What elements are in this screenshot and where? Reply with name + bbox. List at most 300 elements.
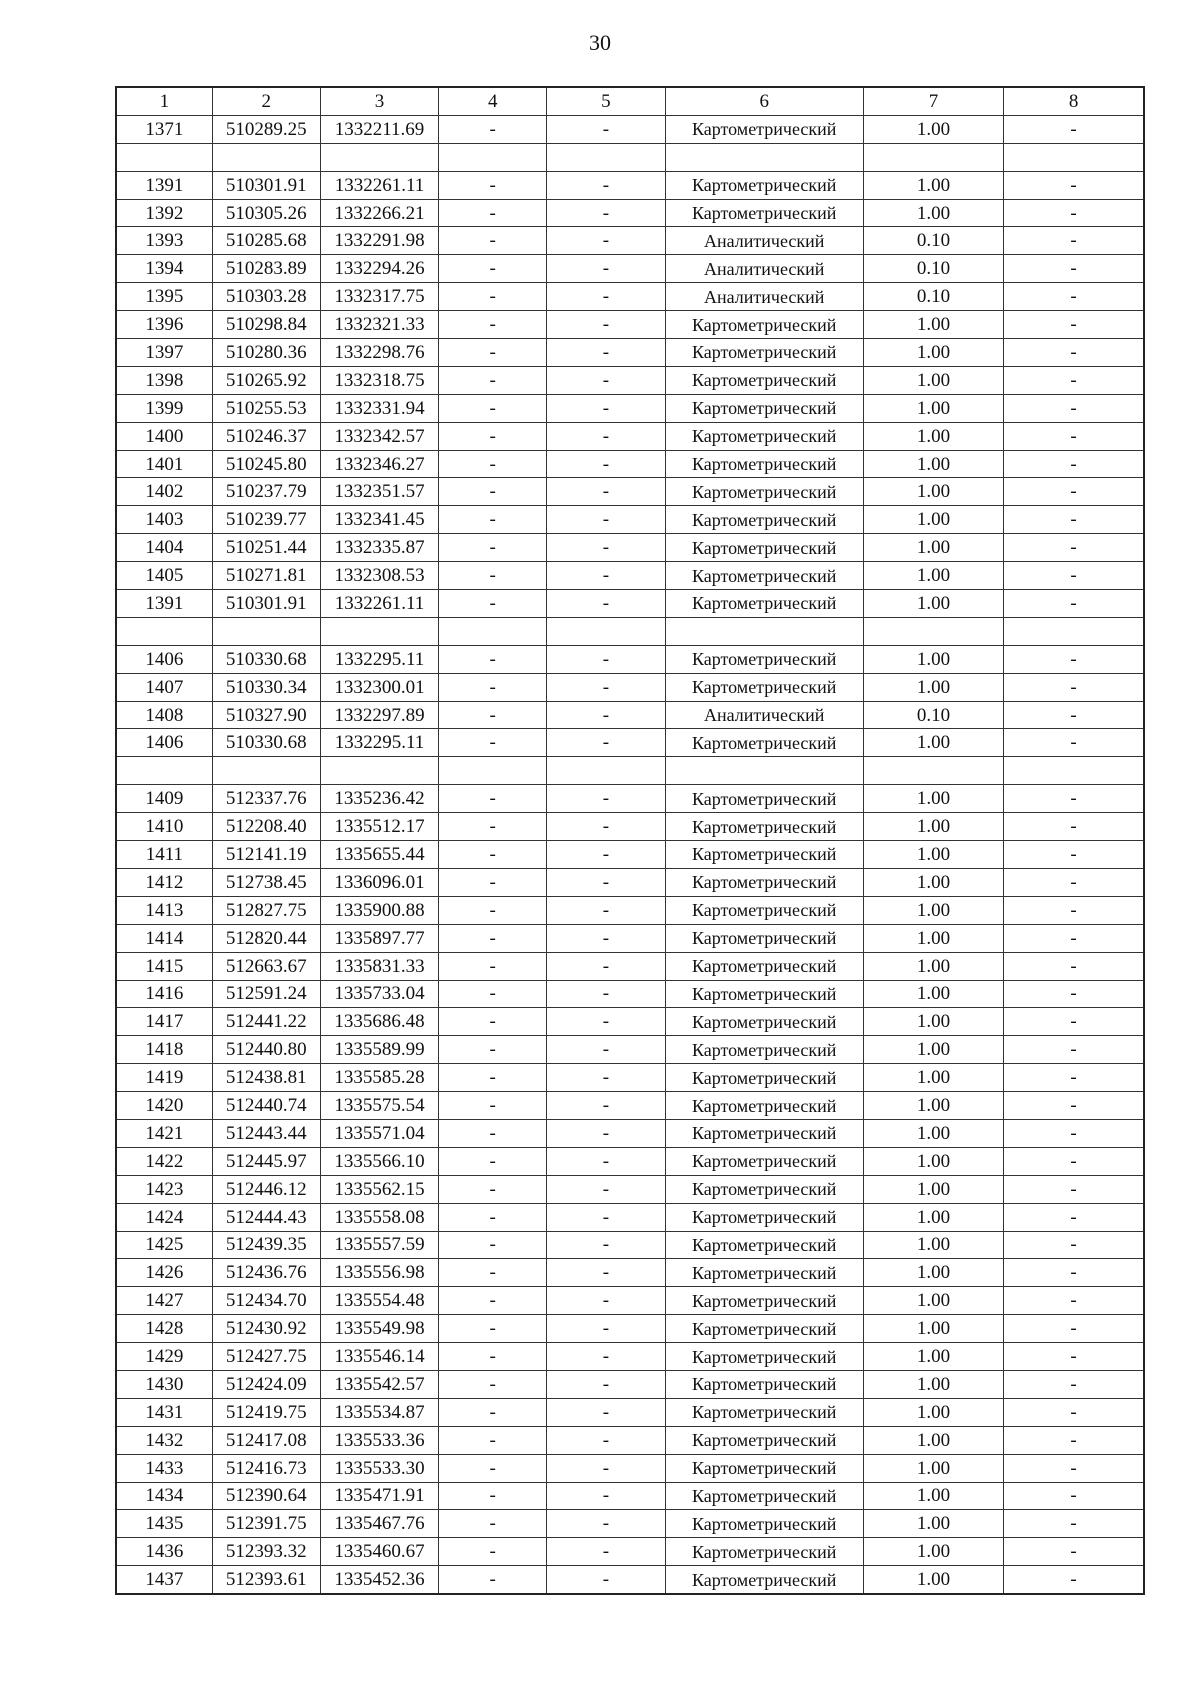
method-cell: Картометрический (665, 1259, 863, 1287)
column-8-cell: - (1004, 534, 1144, 562)
accuracy-cell: 1.00 (863, 450, 1003, 478)
x-coordinate-cell: 510285.68 (212, 227, 320, 255)
method-cell: Картометрический (665, 1482, 863, 1510)
column-4-cell: - (439, 1538, 547, 1566)
x-coordinate-cell: 512417.08 (212, 1426, 320, 1454)
column-8-cell: - (1004, 1454, 1144, 1482)
column-5-cell: - (547, 1398, 665, 1426)
column-8-cell: - (1004, 450, 1144, 478)
column-5-cell: - (547, 1315, 665, 1343)
table-row (116, 1370, 1144, 1398)
column-8-cell: - (1004, 841, 1144, 869)
x-coordinate-cell: 510246.37 (212, 422, 320, 450)
column-4-cell: - (439, 1510, 547, 1538)
column-5-cell: - (547, 1426, 665, 1454)
column-5-cell (547, 757, 665, 785)
column-4-cell: - (439, 422, 547, 450)
column-8-cell: - (1004, 1315, 1144, 1343)
y-coordinate-cell: 1335558.08 (320, 1203, 438, 1231)
accuracy-cell: 1.00 (863, 1036, 1003, 1064)
accuracy-cell: 1.00 (863, 394, 1003, 422)
table-row (116, 757, 1144, 785)
table-row (116, 1119, 1144, 1147)
method-cell: Картометрический (665, 1510, 863, 1538)
accuracy-cell (863, 617, 1003, 645)
column-5-cell: - (547, 924, 665, 952)
x-coordinate-cell: 512663.67 (212, 952, 320, 980)
y-coordinate-cell: 1332342.57 (320, 422, 438, 450)
column-8-cell: - (1004, 283, 1144, 311)
x-coordinate-cell: 510237.79 (212, 478, 320, 506)
accuracy-cell: 1.00 (863, 311, 1003, 339)
table-row (116, 422, 1144, 450)
y-coordinate-cell: 1332295.11 (320, 729, 438, 757)
table-row (116, 1203, 1144, 1231)
y-coordinate-cell: 1335512.17 (320, 813, 438, 841)
method-cell: Картометрический (665, 562, 863, 590)
column-8-cell: - (1004, 1203, 1144, 1231)
column-8-cell: - (1004, 1092, 1144, 1120)
point-number-cell: 1391 (116, 590, 212, 618)
column-8-cell: - (1004, 199, 1144, 227)
table-row (116, 813, 1144, 841)
point-number-cell: 1432 (116, 1426, 212, 1454)
y-coordinate-cell: 1335471.91 (320, 1482, 438, 1510)
column-4-cell: - (439, 1370, 547, 1398)
column-8-cell: - (1004, 590, 1144, 618)
x-coordinate-cell: 510330.68 (212, 729, 320, 757)
column-8-cell: - (1004, 227, 1144, 255)
accuracy-cell: 1.00 (863, 1175, 1003, 1203)
point-number-cell: 1399 (116, 394, 212, 422)
table-row (116, 1036, 1144, 1064)
table-row (116, 1175, 1144, 1203)
accuracy-cell: 1.00 (863, 1426, 1003, 1454)
method-cell: Картометрический (665, 590, 863, 618)
y-coordinate-cell: 1332300.01 (320, 673, 438, 701)
method-cell: Картометрический (665, 1315, 863, 1343)
table-row (116, 1398, 1144, 1426)
x-coordinate-cell: 512430.92 (212, 1315, 320, 1343)
column-8-cell: - (1004, 171, 1144, 199)
x-coordinate-cell (212, 757, 320, 785)
column-5-cell: - (547, 1454, 665, 1482)
column-8-cell: - (1004, 366, 1144, 394)
column-5-cell: - (547, 283, 665, 311)
accuracy-cell: 1.00 (863, 506, 1003, 534)
table-row (116, 980, 1144, 1008)
column-4-cell: - (439, 227, 547, 255)
column-4-cell: - (439, 1343, 547, 1371)
accuracy-cell: 1.00 (863, 171, 1003, 199)
x-coordinate-cell: 512445.97 (212, 1147, 320, 1175)
method-cell: Картометрический (665, 366, 863, 394)
y-coordinate-cell: 1332351.57 (320, 478, 438, 506)
y-coordinate-cell: 1332297.89 (320, 701, 438, 729)
table-row (116, 283, 1144, 311)
column-header: 3 (320, 87, 438, 115)
x-coordinate-cell: 512391.75 (212, 1510, 320, 1538)
table-row (116, 1510, 1144, 1538)
table-row (116, 1092, 1144, 1120)
column-8-cell: - (1004, 1566, 1144, 1594)
point-number-cell: 1406 (116, 729, 212, 757)
column-5-cell: - (547, 562, 665, 590)
point-number-cell: 1371 (116, 115, 212, 143)
column-4-cell: - (439, 1482, 547, 1510)
column-8-cell: - (1004, 506, 1144, 534)
x-coordinate-cell: 510283.89 (212, 255, 320, 283)
column-8-cell: - (1004, 813, 1144, 841)
y-coordinate-cell: 1332331.94 (320, 394, 438, 422)
column-8-cell: - (1004, 1482, 1144, 1510)
table-row (116, 617, 1144, 645)
column-5-cell: - (547, 394, 665, 422)
column-8-cell: - (1004, 422, 1144, 450)
column-5-cell: - (547, 896, 665, 924)
y-coordinate-cell: 1335549.98 (320, 1315, 438, 1343)
column-header: 2 (212, 87, 320, 115)
column-4-cell: - (439, 645, 547, 673)
accuracy-cell: 0.10 (863, 255, 1003, 283)
method-cell: Картометрический (665, 813, 863, 841)
method-cell: Картометрический (665, 1092, 863, 1120)
method-cell: Картометрический (665, 1064, 863, 1092)
point-number-cell: 1416 (116, 980, 212, 1008)
accuracy-cell: 1.00 (863, 478, 1003, 506)
point-number-cell: 1406 (116, 645, 212, 673)
method-cell: Картометрический (665, 673, 863, 701)
column-4-cell: - (439, 729, 547, 757)
column-4-cell (439, 143, 547, 171)
point-number-cell: 1430 (116, 1370, 212, 1398)
point-number-cell: 1408 (116, 701, 212, 729)
column-5-cell: - (547, 366, 665, 394)
table-row (116, 255, 1144, 283)
table-row (116, 1147, 1144, 1175)
x-coordinate-cell: 510245.80 (212, 450, 320, 478)
column-8-cell: - (1004, 785, 1144, 813)
point-number-cell: 1396 (116, 311, 212, 339)
method-cell: Картометрический (665, 1398, 863, 1426)
column-4-cell: - (439, 311, 547, 339)
accuracy-cell: 1.00 (863, 590, 1003, 618)
point-number-cell: 1393 (116, 227, 212, 255)
point-number-cell: 1404 (116, 534, 212, 562)
method-cell: Картометрический (665, 645, 863, 673)
method-cell: Аналитический (665, 255, 863, 283)
table-row (116, 1343, 1144, 1371)
x-coordinate-cell: 510330.68 (212, 645, 320, 673)
column-4-cell: - (439, 534, 547, 562)
accuracy-cell: 1.00 (863, 1119, 1003, 1147)
y-coordinate-cell: 1335556.98 (320, 1259, 438, 1287)
table-row (116, 227, 1144, 255)
accuracy-cell: 1.00 (863, 896, 1003, 924)
column-5-cell: - (547, 422, 665, 450)
column-5-cell: - (547, 868, 665, 896)
accuracy-cell: 1.00 (863, 980, 1003, 1008)
point-number-cell: 1437 (116, 1566, 212, 1594)
header-row (116, 87, 1144, 115)
column-8-cell (1004, 617, 1144, 645)
method-cell: Картометрический (665, 1036, 863, 1064)
column-4-cell: - (439, 171, 547, 199)
x-coordinate-cell: 512443.44 (212, 1119, 320, 1147)
column-4-cell: - (439, 952, 547, 980)
x-coordinate-cell: 512393.61 (212, 1566, 320, 1594)
x-coordinate-cell: 510251.44 (212, 534, 320, 562)
column-8-cell: - (1004, 1510, 1144, 1538)
column-4-cell: - (439, 896, 547, 924)
column-8-cell: - (1004, 645, 1144, 673)
column-4-cell: - (439, 1064, 547, 1092)
column-5-cell: - (547, 311, 665, 339)
point-number-cell (116, 143, 212, 171)
table-row (116, 1315, 1144, 1343)
table-body (116, 115, 1144, 1594)
y-coordinate-cell: 1332298.76 (320, 339, 438, 367)
table-row (116, 1482, 1144, 1510)
table-row (116, 506, 1144, 534)
y-coordinate-cell (320, 757, 438, 785)
method-cell: Картометрический (665, 422, 863, 450)
x-coordinate-cell: 510301.91 (212, 590, 320, 618)
accuracy-cell (863, 757, 1003, 785)
method-cell: Картометрический (665, 1203, 863, 1231)
column-8-cell: - (1004, 868, 1144, 896)
accuracy-cell: 1.00 (863, 1315, 1003, 1343)
method-cell: Картометрический (665, 1147, 863, 1175)
method-cell: Аналитический (665, 227, 863, 255)
method-cell: Картометрический (665, 394, 863, 422)
column-5-cell: - (547, 1119, 665, 1147)
table-row (116, 450, 1144, 478)
y-coordinate-cell: 1335236.42 (320, 785, 438, 813)
method-cell: Картометрический (665, 1566, 863, 1594)
point-number-cell: 1395 (116, 283, 212, 311)
method-cell: Аналитический (665, 701, 863, 729)
column-8-cell: - (1004, 673, 1144, 701)
point-number-cell: 1419 (116, 1064, 212, 1092)
column-4-cell: - (439, 868, 547, 896)
method-cell: Картометрический (665, 896, 863, 924)
x-coordinate-cell: 510239.77 (212, 506, 320, 534)
column-5-cell: - (547, 1147, 665, 1175)
column-8-cell: - (1004, 980, 1144, 1008)
method-cell: Картометрический (665, 1426, 863, 1454)
point-number-cell: 1401 (116, 450, 212, 478)
table-row (116, 339, 1144, 367)
y-coordinate-cell: 1332261.11 (320, 590, 438, 618)
column-4-cell: - (439, 1315, 547, 1343)
y-coordinate-cell: 1332317.75 (320, 283, 438, 311)
column-5-cell: - (547, 478, 665, 506)
column-5-cell: - (547, 1092, 665, 1120)
table-row (116, 590, 1144, 618)
method-cell: Аналитический (665, 283, 863, 311)
column-4-cell: - (439, 506, 547, 534)
method-cell: Картометрический (665, 506, 863, 534)
column-5-cell: - (547, 841, 665, 869)
column-5-cell: - (547, 199, 665, 227)
column-8-cell: - (1004, 562, 1144, 590)
accuracy-cell: 1.00 (863, 422, 1003, 450)
y-coordinate-cell: 1332346.27 (320, 450, 438, 478)
column-4-cell: - (439, 1231, 547, 1259)
method-cell: Картометрический (665, 1538, 863, 1566)
accuracy-cell: 1.00 (863, 1398, 1003, 1426)
accuracy-cell: 1.00 (863, 1566, 1003, 1594)
column-8-cell: - (1004, 1175, 1144, 1203)
y-coordinate-cell: 1332266.21 (320, 199, 438, 227)
coordinates-table (115, 86, 1145, 1595)
point-number-cell: 1426 (116, 1259, 212, 1287)
y-coordinate-cell: 1332318.75 (320, 366, 438, 394)
table-row (116, 645, 1144, 673)
y-coordinate-cell: 1335533.30 (320, 1454, 438, 1482)
point-number-cell: 1412 (116, 868, 212, 896)
table-row (116, 1538, 1144, 1566)
column-4-cell: - (439, 1147, 547, 1175)
column-4-cell: - (439, 1259, 547, 1287)
accuracy-cell: 0.10 (863, 701, 1003, 729)
x-coordinate-cell: 510280.36 (212, 339, 320, 367)
method-cell: Картометрический (665, 1454, 863, 1482)
accuracy-cell: 1.00 (863, 1008, 1003, 1036)
column-8-cell: - (1004, 339, 1144, 367)
point-number-cell: 1415 (116, 952, 212, 980)
column-4-cell: - (439, 283, 547, 311)
x-coordinate-cell: 512424.09 (212, 1370, 320, 1398)
x-coordinate-cell: 512436.76 (212, 1259, 320, 1287)
x-coordinate-cell: 512441.22 (212, 1008, 320, 1036)
column-header: 5 (547, 87, 665, 115)
column-4-cell: - (439, 1454, 547, 1482)
column-5-cell: - (547, 171, 665, 199)
accuracy-cell: 1.00 (863, 199, 1003, 227)
point-number-cell: 1402 (116, 478, 212, 506)
column-5-cell: - (547, 701, 665, 729)
method-cell: Картометрический (665, 841, 863, 869)
y-coordinate-cell: 1332261.11 (320, 171, 438, 199)
x-coordinate-cell: 510298.84 (212, 311, 320, 339)
column-5-cell: - (547, 1370, 665, 1398)
column-5-cell: - (547, 1287, 665, 1315)
accuracy-cell: 1.00 (863, 868, 1003, 896)
method-cell: Картометрический (665, 729, 863, 757)
column-8-cell: - (1004, 1231, 1144, 1259)
column-8-cell (1004, 757, 1144, 785)
column-5-cell: - (547, 980, 665, 1008)
table-row (116, 924, 1144, 952)
x-coordinate-cell: 512427.75 (212, 1343, 320, 1371)
y-coordinate-cell: 1332295.11 (320, 645, 438, 673)
accuracy-cell: 1.00 (863, 1370, 1003, 1398)
table-row (116, 841, 1144, 869)
table-row (116, 1287, 1144, 1315)
y-coordinate-cell: 1335452.36 (320, 1566, 438, 1594)
column-5-cell: - (547, 1231, 665, 1259)
method-cell: Картометрический (665, 868, 863, 896)
method-cell (665, 617, 863, 645)
x-coordinate-cell: 512440.74 (212, 1092, 320, 1120)
point-number-cell: 1411 (116, 841, 212, 869)
method-cell: Картометрический (665, 980, 863, 1008)
method-cell: Картометрический (665, 534, 863, 562)
column-8-cell: - (1004, 896, 1144, 924)
point-number-cell (116, 617, 212, 645)
accuracy-cell: 1.00 (863, 339, 1003, 367)
table-row (116, 311, 1144, 339)
y-coordinate-cell: 1332335.87 (320, 534, 438, 562)
x-coordinate-cell: 512393.32 (212, 1538, 320, 1566)
column-5-cell: - (547, 729, 665, 757)
accuracy-cell: 1.00 (863, 1454, 1003, 1482)
y-coordinate-cell: 1335546.14 (320, 1343, 438, 1371)
accuracy-cell: 1.00 (863, 115, 1003, 143)
point-number-cell: 1434 (116, 1482, 212, 1510)
point-number-cell: 1407 (116, 673, 212, 701)
column-4-cell: - (439, 673, 547, 701)
column-8-cell: - (1004, 115, 1144, 143)
table-row (116, 534, 1144, 562)
column-4-cell: - (439, 1119, 547, 1147)
x-coordinate-cell: 512440.80 (212, 1036, 320, 1064)
accuracy-cell: 1.00 (863, 366, 1003, 394)
column-5-cell (547, 143, 665, 171)
y-coordinate-cell: 1335533.36 (320, 1426, 438, 1454)
column-8-cell: - (1004, 1426, 1144, 1454)
column-5-cell: - (547, 255, 665, 283)
x-coordinate-cell: 510305.26 (212, 199, 320, 227)
point-number-cell: 1423 (116, 1175, 212, 1203)
column-8-cell: - (1004, 1008, 1144, 1036)
y-coordinate-cell: 1335831.33 (320, 952, 438, 980)
column-4-cell: - (439, 924, 547, 952)
column-5-cell: - (547, 813, 665, 841)
y-coordinate-cell: 1332341.45 (320, 506, 438, 534)
x-coordinate-cell: 512337.76 (212, 785, 320, 813)
column-4-cell: - (439, 1092, 547, 1120)
x-coordinate-cell: 512419.75 (212, 1398, 320, 1426)
column-4-cell: - (439, 1566, 547, 1594)
point-number-cell: 1436 (116, 1538, 212, 1566)
point-number-cell: 1428 (116, 1315, 212, 1343)
table-row (116, 478, 1144, 506)
table-row (116, 1426, 1144, 1454)
point-number-cell: 1400 (116, 422, 212, 450)
point-number-cell: 1417 (116, 1008, 212, 1036)
method-cell: Картометрический (665, 450, 863, 478)
accuracy-cell: 1.00 (863, 1231, 1003, 1259)
x-coordinate-cell: 510255.53 (212, 394, 320, 422)
column-8-cell: - (1004, 311, 1144, 339)
x-coordinate-cell: 512446.12 (212, 1175, 320, 1203)
x-coordinate-cell: 512827.75 (212, 896, 320, 924)
point-number-cell: 1397 (116, 339, 212, 367)
column-5-cell: - (547, 1510, 665, 1538)
table-row (116, 199, 1144, 227)
column-4-cell: - (439, 394, 547, 422)
point-number-cell: 1418 (116, 1036, 212, 1064)
x-coordinate-cell: 512591.24 (212, 980, 320, 1008)
column-4-cell: - (439, 1203, 547, 1231)
y-coordinate-cell: 1335897.77 (320, 924, 438, 952)
point-number-cell: 1420 (116, 1092, 212, 1120)
y-coordinate-cell: 1335733.04 (320, 980, 438, 1008)
column-5-cell: - (547, 115, 665, 143)
